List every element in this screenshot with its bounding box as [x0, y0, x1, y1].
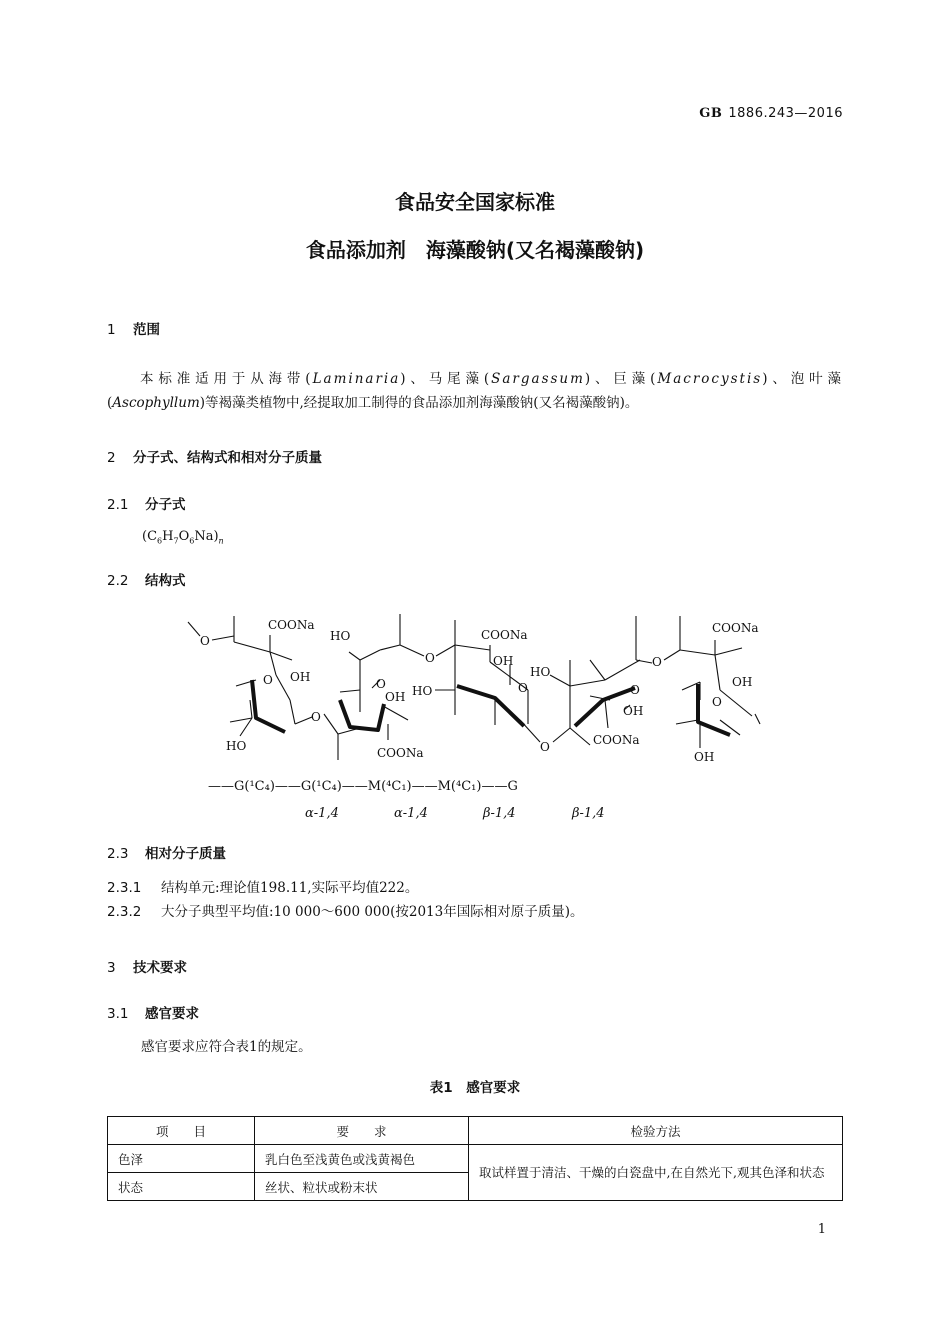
page-number: 1 — [817, 1222, 826, 1237]
bold-bonds — [252, 680, 730, 735]
clause-text: 结构单元:理论值198.11,实际平均值222。 — [161, 880, 419, 896]
cell-requirement: 乳白色至浅黄色或浅黄褐色 — [255, 1145, 469, 1173]
table-header-row — [108, 1117, 843, 1145]
o-label: O — [712, 695, 722, 709]
ho-label: HO — [530, 665, 551, 679]
latin-name: Sargassum — [491, 371, 585, 387]
table-caption: 表1 感官要求 — [429, 1080, 521, 1096]
o-label: O — [311, 710, 321, 724]
section-title: 范围 — [133, 322, 160, 338]
text-run: 本标准适用于从海带( — [140, 371, 313, 387]
o-label: O — [425, 651, 435, 665]
cell-item: 色泽 — [108, 1145, 255, 1173]
oh-label: OH — [493, 654, 514, 668]
molecular-formula — [142, 529, 224, 546]
section-title: 技术要求 — [133, 960, 187, 976]
gb-number: 1886.243—2016 — [728, 106, 843, 121]
title-line-1: 食品安全国家标准 — [395, 190, 555, 214]
oh-label: OH — [732, 675, 753, 689]
section-2-3-2 — [107, 900, 584, 924]
text-run: )等褐藻类植物中,经提取加工制得的食品添加剂海藻酸钠(又名褐藻酸钠)。 — [199, 395, 639, 411]
residue-chain: ——G(¹C₄)——G(¹C₄)——M(⁴C₁)——M(⁴C₁)——G — [208, 779, 518, 794]
coona-label: COONa — [712, 621, 759, 635]
latin-name: Ascophyllum — [112, 395, 200, 411]
cell-item: 状态 — [108, 1173, 255, 1201]
section-title: 分子式、结构式和相对分子质量 — [133, 450, 322, 466]
formula-part: (C — [142, 529, 158, 544]
header-method: 检验方法 — [469, 1117, 843, 1145]
formula-sub: n — [218, 536, 224, 546]
section-number: 3 — [107, 960, 116, 976]
section-3-heading — [107, 956, 187, 976]
formula-sub: 6 — [157, 536, 163, 546]
latin-name: Laminaria — [312, 371, 401, 387]
section-title: 相对分子质量 — [145, 846, 226, 862]
ho-label: HO — [330, 629, 351, 643]
section-title: 分子式 — [145, 497, 186, 513]
formula-sub: 7 — [173, 536, 179, 546]
section-2-heading — [107, 446, 322, 466]
section-3-1-heading — [107, 1002, 199, 1022]
ho-label: HO — [226, 739, 247, 753]
structural-formula — [0, 600, 950, 830]
formula-part: H — [162, 529, 174, 544]
header-item: 项 目 — [108, 1117, 255, 1145]
linkage-label: α-1,4 — [394, 806, 428, 821]
ho-label: HO — [412, 684, 433, 698]
o-label: O — [652, 655, 662, 669]
bond-lines — [188, 614, 760, 760]
section-2-3-1 — [107, 876, 418, 900]
section-number: 1 — [107, 322, 116, 338]
linkage-label: β-1,4 — [572, 806, 605, 821]
formula-sub: 6 — [189, 536, 195, 546]
standard-code — [699, 106, 843, 121]
section-title: 感官要求 — [145, 1006, 199, 1022]
header-requirement: 要 求 — [255, 1117, 469, 1145]
clause-text: 大分子典型平均值:10 000～600 000(按2013年国际相对原子质量)。 — [161, 904, 584, 920]
linkage-label: β-1,4 — [483, 806, 516, 821]
text-run: ( — [107, 395, 113, 411]
o-label: O — [630, 683, 640, 697]
oh-label: OH — [290, 670, 311, 684]
section-2-1-heading — [107, 493, 186, 513]
coona-label: COONa — [268, 618, 315, 632]
linkage-labels — [305, 806, 605, 821]
oh-label: OH — [623, 704, 644, 718]
section-number: 2.3 — [107, 846, 129, 862]
section-number: 2 — [107, 450, 116, 466]
o-label: O — [263, 673, 273, 687]
cell-requirement: 丝状、粒状或粉末状 — [255, 1173, 469, 1201]
o-label: O — [518, 681, 528, 695]
title-line-2: 食品添加剂 海藻酸钠(又名褐藻酸钠) — [305, 238, 645, 262]
oh-label: OH — [694, 750, 715, 764]
linkage-label: α-1,4 — [305, 806, 339, 821]
o-label: O — [200, 634, 210, 648]
o-label: O — [540, 740, 550, 754]
formula-part: O — [178, 529, 190, 544]
section-1-heading — [107, 318, 160, 338]
formula-part: Na) — [194, 529, 219, 544]
coona-label: COONa — [377, 746, 424, 760]
text-run: )、巨藻( — [584, 371, 658, 387]
latin-name: Macrocystis — [657, 371, 763, 387]
o-label: O — [376, 677, 386, 691]
text-run: )、马尾藻( — [400, 371, 492, 387]
table-row — [108, 1145, 843, 1173]
text-run: )、泡叶藻 — [762, 371, 843, 387]
gb-label: GB — [699, 106, 723, 121]
section-2-3-heading — [107, 842, 226, 862]
sensory-table — [107, 1116, 843, 1201]
coona-label: COONa — [593, 733, 640, 747]
clause-number: 2.3.2 — [107, 904, 142, 920]
cell-method: 取试样置于清洁、干燥的白瓷盘中,在自然光下,观其色泽和状态 — [469, 1145, 843, 1201]
clause-number: 2.3.1 — [107, 880, 142, 896]
section-number: 2.2 — [107, 573, 129, 589]
section-title: 结构式 — [145, 573, 186, 589]
section-number: 2.1 — [107, 497, 129, 513]
oh-label: OH — [385, 690, 406, 704]
coona-label: COONa — [481, 628, 528, 642]
section-1-paragraph — [107, 367, 843, 415]
section-3-1-text: 感官要求应符合表1的规定。 — [141, 1039, 312, 1055]
chain-notation — [208, 779, 518, 794]
section-number: 3.1 — [107, 1006, 129, 1022]
section-2-2-heading — [107, 569, 186, 589]
